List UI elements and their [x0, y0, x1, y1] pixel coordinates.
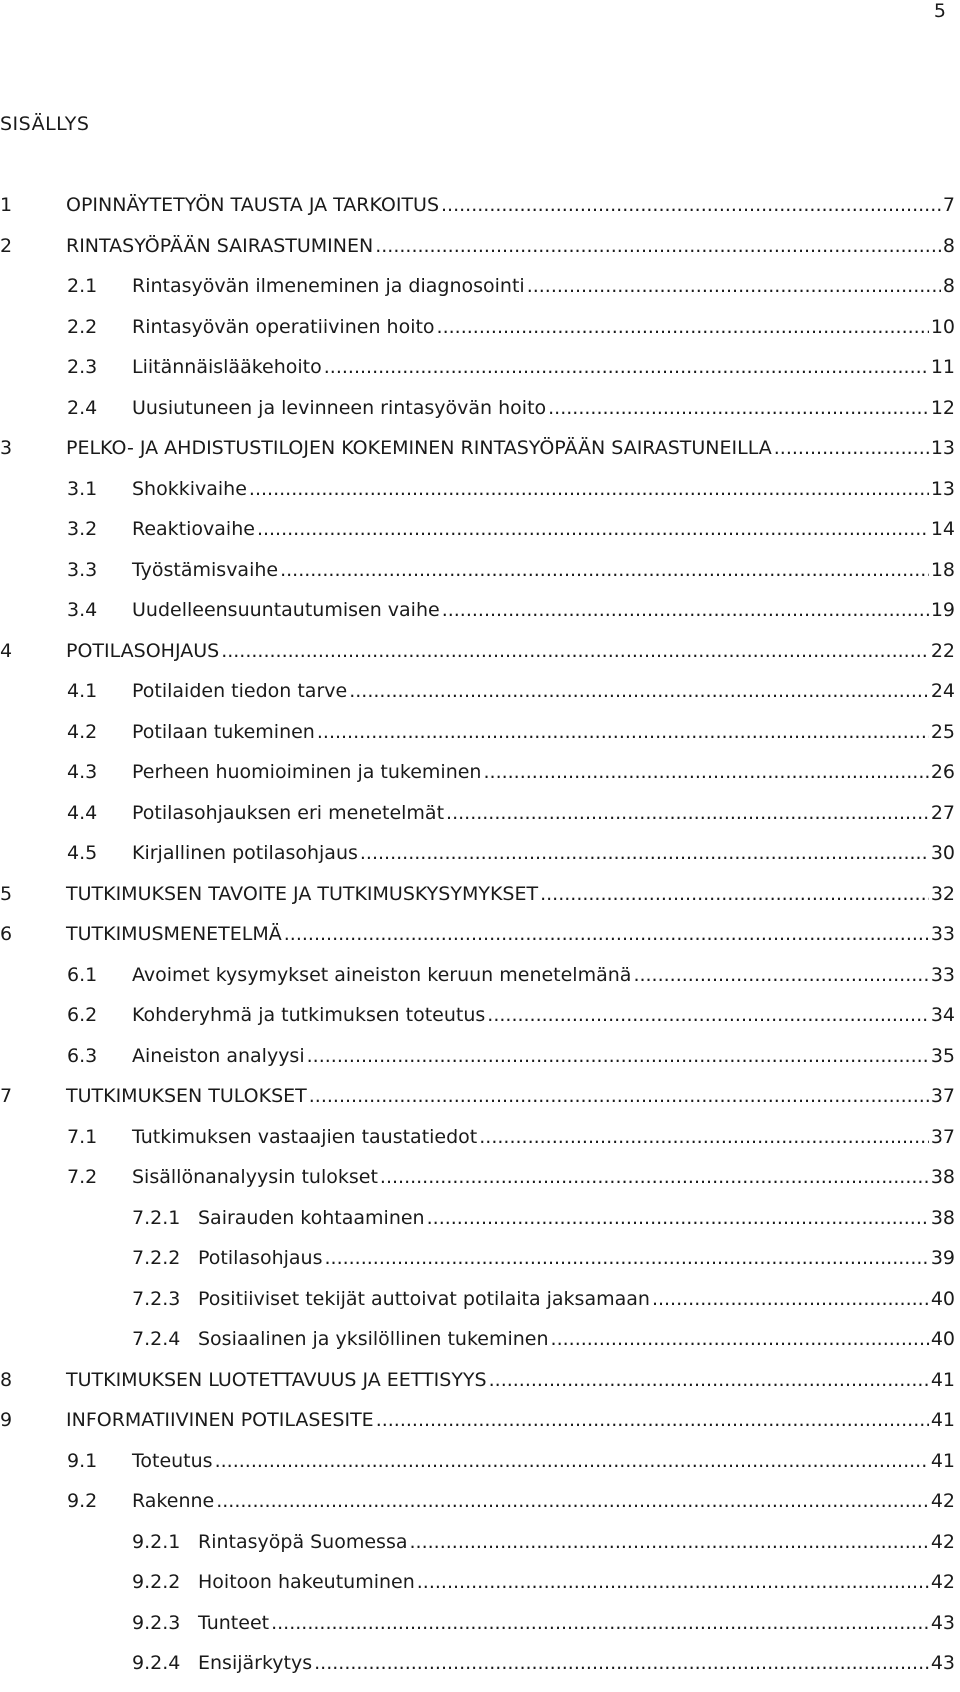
toc-entry-page: 19: [930, 599, 955, 621]
toc-entry[interactable]: [0, 274, 955, 315]
toc-entry-line: [66, 922, 955, 946]
toc-dot-leader: [375, 234, 941, 258]
toc-entry[interactable]: [0, 1570, 955, 1611]
toc-entry-page: 11: [930, 356, 955, 378]
toc-entry[interactable]: [0, 1165, 955, 1206]
toc-entry-page: 42: [930, 1490, 955, 1512]
toc-entry-title: Tutkimuksen vastaajien taustatiedot: [132, 1125, 478, 1148]
toc-entry-line: [132, 1165, 955, 1189]
toc-entry-page: 24: [930, 680, 955, 702]
toc-entry-page: 43: [930, 1652, 955, 1674]
toc-entry-number: 6: [0, 923, 13, 945]
toc-dot-leader: [360, 841, 929, 865]
toc-dot-leader: [216, 1489, 929, 1513]
toc-entry-title: Kirjallinen potilasohjaus: [132, 842, 358, 864]
toc-entry-title: TUTKIMUKSEN LUOTETTAVUUS JA EETTISYYS: [66, 1368, 487, 1391]
toc-dot-leader: [284, 922, 929, 946]
page-number: 5: [933, 0, 946, 22]
toc-entry-line: [198, 1530, 955, 1554]
toc-entry-line: [66, 1368, 955, 1392]
toc-entry-line: [132, 1449, 955, 1473]
toc-entry-number: 4.5: [67, 842, 98, 864]
toc-entry[interactable]: [0, 1246, 955, 1287]
toc-entry[interactable]: [0, 841, 955, 882]
toc-entry[interactable]: [0, 1530, 955, 1571]
toc-entry-number: 3.4: [67, 599, 98, 621]
toc-entry-page: 8: [942, 234, 955, 257]
toc-dot-leader: [551, 1327, 929, 1351]
toc-dot-leader: [271, 1611, 929, 1635]
toc-entry-title: Tunteet: [198, 1611, 270, 1634]
toc-dot-leader: [324, 1246, 928, 1270]
toc-entry-number: 7.2: [67, 1166, 98, 1188]
toc-entry-page: 22: [930, 639, 955, 662]
toc-entry[interactable]: [0, 234, 955, 275]
toc-dot-leader: [376, 1408, 929, 1432]
toc-entry-title: Rintasyöpä Suomessa: [198, 1530, 408, 1553]
toc-entry-line: [198, 1287, 955, 1311]
toc-entry-number: 2.2: [67, 315, 98, 338]
toc-entry-number: 2: [0, 234, 13, 257]
toc-entry-line: [132, 801, 955, 825]
toc-entry-line: [66, 639, 955, 663]
toc-dot-leader: [446, 801, 929, 825]
toc-entry-title: Potilasohjauksen eri menetelmät: [132, 801, 445, 824]
toc-entry[interactable]: [0, 1125, 955, 1166]
toc-entry-line: [132, 720, 955, 744]
toc-entry[interactable]: [0, 1651, 955, 1692]
toc-entry-line: [66, 1408, 955, 1432]
toc-entry-line: [132, 355, 955, 379]
toc-entry-page: 7: [942, 194, 955, 216]
toc-entry[interactable]: [0, 1408, 955, 1449]
toc-entry-title: Liitännäislääkehoito: [132, 356, 322, 378]
toc-entry-page: 30: [930, 842, 955, 864]
toc-entry-line: [198, 1246, 955, 1270]
toc-entry-title: Kohderyhmä ja tutkimuksen toteutus: [132, 1004, 486, 1026]
toc-entry-title: TUTKIMUKSEN TULOKSET: [66, 1085, 307, 1107]
toc-entry-page: 18: [930, 558, 955, 581]
toc-entry-number: 8: [0, 1368, 13, 1391]
toc-entry-page: 27: [930, 801, 955, 824]
toc-entry-title: PELKO- JA AHDISTUSTILOJEN KOKEMINEN RINTASYÖPÄÄN SAIRASTUNEILLA: [66, 437, 772, 459]
toc-heading: SISÄLLYS: [0, 113, 90, 135]
toc-entry-title: Toteutus: [132, 1449, 213, 1472]
toc-entry-page: 41: [930, 1449, 955, 1472]
toc-entry-page: 41: [930, 1368, 955, 1391]
toc-entry-number: 2.4: [67, 396, 98, 419]
toc-entry-line: [132, 1489, 955, 1513]
toc-entry-line: [66, 193, 955, 217]
toc-dot-leader: [652, 1287, 929, 1311]
toc-dot-leader: [380, 1165, 929, 1189]
toc-entry-number: 9.1: [67, 1449, 98, 1472]
toc-dot-leader: [483, 760, 928, 784]
toc-entry-title: Aineiston analyysi: [132, 1044, 305, 1067]
toc-entry-number: 9.2.1: [132, 1530, 181, 1553]
toc-entry-line: [66, 436, 955, 460]
toc-dot-leader: [774, 436, 929, 460]
toc-entry-number: 6.3: [67, 1044, 98, 1067]
toc-entry-page: 32: [930, 882, 955, 905]
toc-dot-leader: [257, 517, 929, 541]
toc-entry-page: 10: [930, 315, 955, 338]
toc-entry[interactable]: [0, 1327, 955, 1368]
toc-entry-page: 40: [930, 1287, 955, 1310]
toc-entry-title: Sosiaalinen ja yksilöllinen tukeminen: [198, 1328, 549, 1350]
toc-entry-line: [132, 396, 955, 420]
toc-entry-number: 2.1: [67, 275, 98, 297]
toc-entry-title: Uudelleensuuntautumisen vaihe: [132, 599, 440, 621]
toc-entry-title: Perheen huomioiminen ja tukeminen: [132, 761, 482, 783]
toc-entry[interactable]: [0, 720, 955, 761]
toc-entry-page: 13: [930, 437, 955, 459]
toc-dot-leader: [441, 193, 941, 217]
toc-dot-leader: [221, 639, 929, 663]
toc-dot-leader: [548, 396, 929, 420]
toc-entry-number: 3.3: [67, 558, 98, 581]
toc-entry-line: [132, 841, 955, 865]
toc-entry-title: Potilaan tukeminen: [132, 720, 315, 743]
toc-entry-title: Shokkivaihe: [132, 477, 247, 500]
toc-entry[interactable]: [0, 760, 955, 801]
toc-entry-title: Rakenne: [132, 1490, 215, 1512]
toc-entry-number: 7.2.4: [132, 1328, 181, 1350]
toc-dot-leader: [410, 1530, 929, 1554]
toc-entry-number: 4.3: [67, 761, 98, 783]
toc-entry-page: 38: [930, 1166, 955, 1188]
toc-entry-number: 4.1: [67, 680, 98, 702]
toc-entry-page: 33: [930, 923, 955, 945]
toc-entry[interactable]: [0, 1611, 955, 1652]
toc-entry[interactable]: [0, 193, 955, 234]
toc-entry[interactable]: [0, 922, 955, 963]
toc-entry-page: 41: [930, 1409, 955, 1431]
toc-entry-line: [66, 1084, 955, 1108]
toc-entry[interactable]: [0, 558, 955, 599]
toc-entry-line: [132, 679, 955, 703]
toc-entry[interactable]: [0, 1368, 955, 1409]
toc-entry-number: 7.1: [67, 1125, 98, 1148]
toc-entry[interactable]: [0, 1449, 955, 1490]
toc-entry-number: 4.4: [67, 801, 98, 824]
toc-entry-number: 9: [0, 1409, 13, 1431]
toc-entry-line: [66, 234, 955, 258]
toc-dot-leader: [487, 1003, 929, 1027]
toc-entry-title: TUTKIMUSMENETELMÄ: [66, 923, 282, 945]
toc-entry[interactable]: [0, 598, 955, 639]
toc-dot-leader: [314, 1651, 929, 1675]
toc-entry[interactable]: [0, 639, 955, 680]
toc-entry-title: Hoitoon hakeutuminen: [198, 1571, 415, 1593]
toc-dot-leader: [349, 679, 929, 703]
toc-dot-leader: [324, 355, 929, 379]
toc-entry-number: 2.3: [67, 356, 98, 378]
toc-entry[interactable]: [0, 517, 955, 558]
toc-dot-leader: [215, 1449, 929, 1473]
toc-dot-leader: [317, 720, 929, 744]
toc-entry-page: 40: [930, 1328, 955, 1350]
toc-dot-leader: [633, 963, 928, 987]
toc-entry-line: [132, 274, 955, 298]
toc-entry-number: 3: [0, 437, 13, 459]
toc-entry-title: RINTASYÖPÄÄN SAIRASTUMINEN: [66, 234, 374, 257]
toc-dot-leader: [437, 315, 929, 339]
toc-entry-page: 37: [930, 1085, 955, 1107]
toc-entry-number: 5: [0, 882, 13, 905]
toc-dot-leader: [442, 598, 929, 622]
toc-entry-page: 26: [930, 761, 955, 783]
toc-entry-title: Avoimet kysymykset aineiston keruun menetelmänä: [132, 963, 632, 986]
toc-entry[interactable]: [0, 1003, 955, 1044]
toc-entry[interactable]: [0, 1206, 955, 1247]
toc-entry-title: POTILASOHJAUS: [66, 639, 220, 662]
toc-entry-page: 38: [930, 1206, 955, 1229]
toc-entry[interactable]: [0, 477, 955, 518]
toc-entry[interactable]: [0, 1287, 955, 1328]
toc-entry[interactable]: [0, 963, 955, 1004]
toc-entry-line: [132, 1044, 955, 1068]
toc-entry-number: 6.1: [67, 963, 98, 986]
toc-entry-number: 9.2.3: [132, 1611, 181, 1634]
toc-entry-line: [132, 315, 955, 339]
toc-dot-leader: [249, 477, 929, 501]
toc-entry-title: Sairauden kohtaaminen: [198, 1206, 425, 1229]
toc-entry-page: 8: [942, 275, 955, 297]
toc-entry-page: 35: [930, 1044, 955, 1067]
toc-entry-title: OPINNÄYTETYÖN TAUSTA JA TARKOITUS: [66, 194, 440, 216]
toc-entry-line: [132, 477, 955, 501]
toc-entry-page: 43: [930, 1611, 955, 1634]
toc-entry-title: Työstämisvaihe: [132, 558, 279, 581]
toc-entry-number: 9.2.4: [132, 1652, 181, 1674]
table-of-contents: [0, 193, 955, 1692]
toc-entry-line: [132, 963, 955, 987]
toc-dot-leader: [307, 1044, 929, 1068]
toc-entry-page: 34: [930, 1004, 955, 1026]
toc-dot-leader: [309, 1084, 929, 1108]
toc-entry[interactable]: [0, 1084, 955, 1125]
toc-entry-line: [66, 882, 955, 906]
toc-entry-line: [132, 1125, 955, 1149]
toc-entry-number: 4.2: [67, 720, 98, 743]
toc-entry-title: Positiiviset tekijät auttoivat potilaita jaksamaan: [198, 1287, 650, 1310]
toc-entry-line: [198, 1651, 955, 1675]
toc-entry[interactable]: [0, 679, 955, 720]
toc-entry-title: INFORMATIIVINEN POTILASESITE: [66, 1409, 374, 1431]
toc-entry[interactable]: [0, 315, 955, 356]
toc-entry-title: Uusiutuneen ja levinneen rintasyövän hoito: [132, 396, 547, 419]
toc-entry-number: 7: [0, 1085, 13, 1107]
toc-entry-page: 33: [930, 963, 955, 986]
toc-entry-line: [132, 1003, 955, 1027]
toc-entry-line: [198, 1206, 955, 1230]
toc-entry-number: 9.2.2: [132, 1571, 181, 1593]
toc-entry-title: Rintasyövän ilmeneminen ja diagnosointi: [132, 275, 525, 297]
toc-entry-number: 7.2.1: [132, 1206, 181, 1229]
toc-entry-title: Potilasohjaus: [198, 1247, 323, 1269]
toc-entry-page: 42: [930, 1571, 955, 1593]
toc-entry[interactable]: [0, 882, 955, 923]
toc-entry-page: 37: [930, 1125, 955, 1148]
toc-entry[interactable]: [0, 1489, 955, 1530]
toc-entry[interactable]: [0, 1044, 955, 1085]
toc-dot-leader: [417, 1570, 929, 1594]
toc-entry-number: 7.2.2: [132, 1247, 181, 1269]
toc-entry-title: Rintasyövän operatiivinen hoito: [132, 315, 435, 338]
toc-entry-number: 9.2: [67, 1490, 98, 1512]
toc-entry-page: 12: [930, 396, 955, 419]
toc-dot-leader: [540, 882, 929, 906]
toc-entry[interactable]: [0, 436, 955, 477]
toc-entry[interactable]: [0, 355, 955, 396]
toc-entry-number: 3.1: [67, 477, 98, 500]
toc-entry-page: 25: [930, 720, 955, 743]
toc-entry-number: 1: [0, 194, 13, 216]
toc-entry-title: Ensijärkytys: [198, 1652, 313, 1674]
toc-entry-number: 4: [0, 639, 13, 662]
toc-entry-line: [198, 1570, 955, 1594]
toc-entry-line: [198, 1327, 955, 1351]
toc-entry-line: [132, 760, 955, 784]
toc-entry-line: [198, 1611, 955, 1635]
toc-entry-line: [132, 558, 955, 582]
toc-dot-leader: [479, 1125, 929, 1149]
toc-entry-title: Potilaiden tiedon tarve: [132, 680, 348, 702]
toc-dot-leader: [527, 274, 941, 298]
toc-dot-leader: [489, 1368, 929, 1392]
toc-entry-line: [132, 598, 955, 622]
toc-entry-page: 39: [930, 1247, 955, 1269]
toc-entry-page: 14: [930, 518, 955, 540]
toc-entry-number: 7.2.3: [132, 1287, 181, 1310]
toc-entry-title: Sisällönanalyysin tulokset: [132, 1166, 378, 1188]
toc-entry-number: 6.2: [67, 1004, 98, 1026]
toc-entry-number: 3.2: [67, 518, 98, 540]
toc-entry[interactable]: [0, 801, 955, 842]
toc-entry-title: Reaktiovaihe: [132, 518, 255, 540]
toc-entry[interactable]: [0, 396, 955, 437]
toc-dot-leader: [427, 1206, 929, 1230]
toc-dot-leader: [280, 558, 929, 582]
toc-entry-page: 42: [930, 1530, 955, 1553]
toc-entry-page: 13: [930, 477, 955, 500]
toc-entry-title: TUTKIMUKSEN TAVOITE JA TUTKIMUSKYSYMYKSET: [66, 882, 539, 905]
toc-entry-line: [132, 517, 955, 541]
